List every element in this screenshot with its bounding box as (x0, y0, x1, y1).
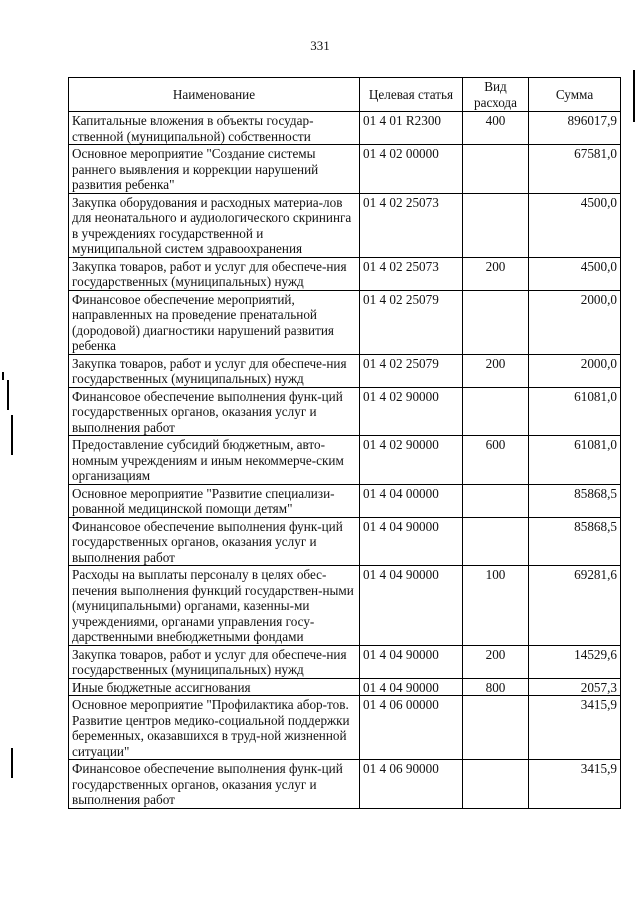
cell-code: 01 4 02 90000 (360, 387, 463, 436)
cell-sum: 61081,0 (529, 387, 621, 436)
cell-name: Основное мероприятие "Профилактика абор-тов. Развитие центров медико-социальной поддержки беременных, оказавшихся в труд-ной жизненной ситуации" (69, 696, 360, 760)
cell-code: 01 4 02 25079 (360, 354, 463, 387)
table-row (69, 484, 621, 517)
header-code: Целевая статья (360, 78, 463, 112)
cell-name: Капитальные вложения в объекты государ-ственной (муниципальной) собственности (69, 112, 360, 145)
cell-code: 01 4 02 25073 (360, 193, 463, 257)
table-row (69, 566, 621, 646)
cell-code: 01 4 04 00000 (360, 484, 463, 517)
cell-type (463, 696, 529, 760)
cell-sum: 4500,0 (529, 193, 621, 257)
header-sum: Сумма (529, 78, 621, 112)
cell-name: Закупка товаров, работ и услуг для обеспече-ния государственных (муниципальных) нужд (69, 354, 360, 387)
cell-name: Закупка товаров, работ и услуг для обеспече-ния государственных (муниципальных) нужд (69, 645, 360, 678)
cell-name: Закупка оборудования и расходных материа-лов для неонатального и аудиологического скрининга в учреждениях государственной и муниципальной систем здравоохранения (69, 193, 360, 257)
cell-code: 01 4 02 25079 (360, 290, 463, 354)
cell-name: Финансовое обеспечение мероприятий, направленных на проведение пренатальной (дородовой) диагностики нарушений развития ребенка (69, 290, 360, 354)
table-body (69, 112, 621, 809)
cell-type: 100 (463, 566, 529, 646)
cell-sum: 61081,0 (529, 436, 621, 485)
cell-type (463, 760, 529, 809)
cell-sum: 3415,9 (529, 696, 621, 760)
budget-table (68, 77, 621, 809)
table-row (69, 517, 621, 566)
cell-code: 01 4 04 90000 (360, 678, 463, 696)
table-row (69, 645, 621, 678)
cell-sum: 85868,5 (529, 517, 621, 566)
cell-sum: 14529,6 (529, 645, 621, 678)
cell-type: 400 (463, 112, 529, 145)
cell-sum: 85868,5 (529, 484, 621, 517)
cell-code: 01 4 02 90000 (360, 436, 463, 485)
cell-name: Расходы на выплаты персоналу в целях обес-печения выполнения функций государствен-ными (муниципальными) органами, казенны-ми учреждениями, органами управления госу-дарственными внебюджетными фондами (69, 566, 360, 646)
cell-name: Основное мероприятие "Создание системы раннего выявления и коррекции нарушений развития ребенка" (69, 145, 360, 194)
table-row (69, 257, 621, 290)
cell-type (463, 290, 529, 354)
scan-mark-left-2 (7, 380, 9, 410)
cell-code: 01 4 06 90000 (360, 760, 463, 809)
cell-type (463, 193, 529, 257)
table-row (69, 193, 621, 257)
scan-mark-left-3 (11, 415, 13, 455)
cell-sum: 2000,0 (529, 354, 621, 387)
cell-type: 800 (463, 678, 529, 696)
cell-type (463, 517, 529, 566)
cell-name: Финансовое обеспечение выполнения функ-ций государственных органов, оказания услуг и выполнения работ (69, 517, 360, 566)
cell-name: Иные бюджетные ассигнования (69, 678, 360, 696)
cell-code: 01 4 02 00000 (360, 145, 463, 194)
scan-mark-left-4 (11, 748, 13, 778)
cell-code: 01 4 04 90000 (360, 517, 463, 566)
cell-name: Основное мероприятие "Развитие специализи-рованной медицинской помощи детям" (69, 484, 360, 517)
cell-sum: 4500,0 (529, 257, 621, 290)
cell-code: 01 4 02 25073 (360, 257, 463, 290)
table-header (69, 78, 621, 112)
cell-sum: 2057,3 (529, 678, 621, 696)
cell-name: Закупка товаров, работ и услуг для обеспече-ния государственных (муниципальных) нужд (69, 257, 360, 290)
header-name: Наименование (69, 78, 360, 112)
table-row (69, 678, 621, 696)
cell-code: 01 4 04 90000 (360, 645, 463, 678)
cell-code: 01 4 06 00000 (360, 696, 463, 760)
cell-type: 200 (463, 257, 529, 290)
table-row (69, 112, 621, 145)
cell-name: Финансовое обеспечение выполнения функ-ций государственных органов, оказания услуг и выполнения работ (69, 760, 360, 809)
cell-sum: 2000,0 (529, 290, 621, 354)
cell-name: Финансовое обеспечение выполнения функ-ций государственных органов, оказания услуг и выполнения работ (69, 387, 360, 436)
cell-type (463, 484, 529, 517)
cell-code: 01 4 01 R2300 (360, 112, 463, 145)
cell-sum: 69281,6 (529, 566, 621, 646)
table-row (69, 696, 621, 760)
table-row (69, 145, 621, 194)
table-row (69, 354, 621, 387)
cell-type: 200 (463, 645, 529, 678)
cell-sum: 67581,0 (529, 145, 621, 194)
cell-sum: 3415,9 (529, 760, 621, 809)
table-row (69, 387, 621, 436)
scan-mark-right (633, 70, 635, 122)
cell-type: 200 (463, 354, 529, 387)
table-row (69, 760, 621, 809)
page-number: 331 (310, 38, 330, 53)
cell-code: 01 4 04 90000 (360, 566, 463, 646)
table-row (69, 290, 621, 354)
header-type: Вид расхода (463, 78, 529, 112)
cell-name: Предоставление субсидий бюджетным, авто-номным учреждениям и иным некоммерче-ским организациям (69, 436, 360, 485)
cell-sum: 896017,9 (529, 112, 621, 145)
cell-type (463, 387, 529, 436)
cell-type (463, 145, 529, 194)
scan-mark-left-1 (2, 372, 4, 380)
table-row (69, 436, 621, 485)
cell-type: 600 (463, 436, 529, 485)
